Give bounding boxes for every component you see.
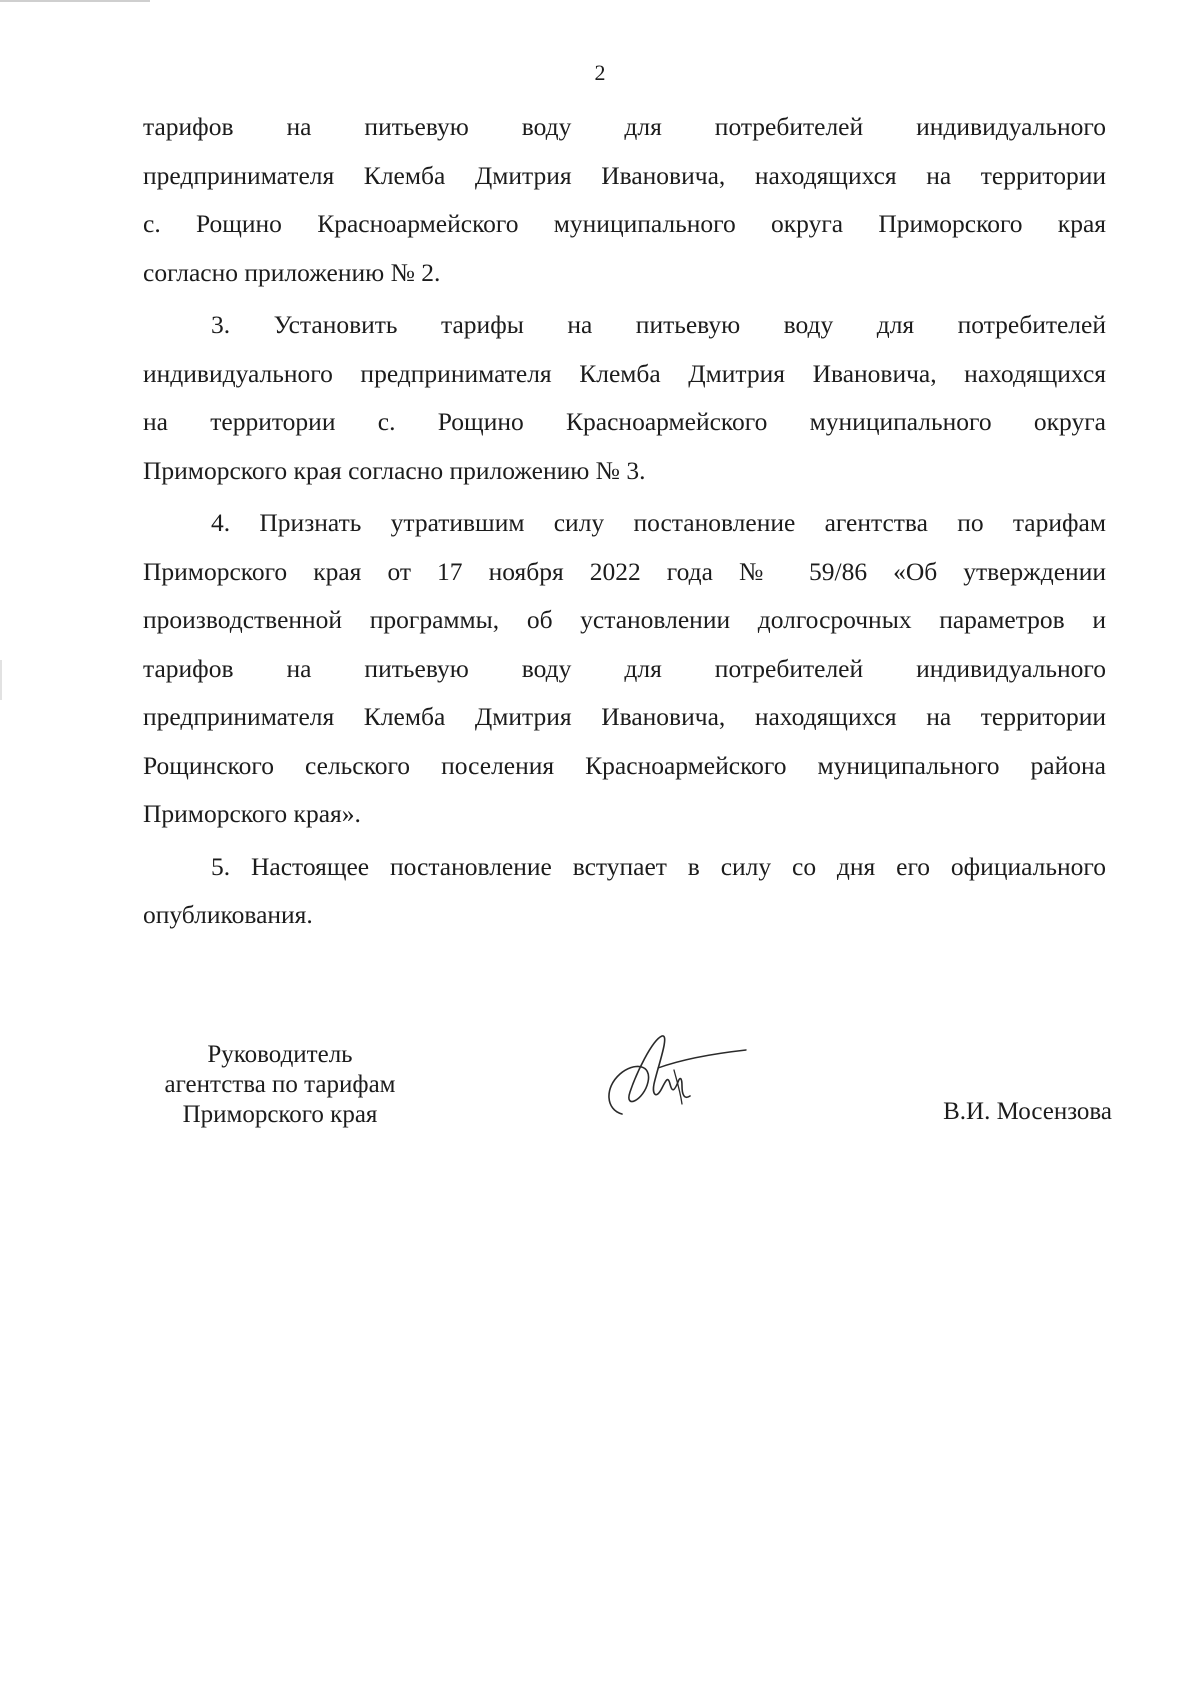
- document-body: [143, 103, 1106, 940]
- text-line: тарифов на питьевую воду для потребителей индивидуального: [143, 653, 1106, 683]
- paragraph-item-4: [143, 499, 1106, 839]
- text-line: с. Рощино Красноармейского муниципального округа Приморского края: [143, 209, 1106, 238]
- text-line: Приморского края».: [143, 799, 361, 828]
- text-line: 3. Установить тарифы на питьевую воду для потребителей: [211, 310, 1106, 339]
- paragraph-item-3: [143, 301, 1106, 495]
- text-line: Приморского края согласно приложению № 3.: [143, 455, 646, 485]
- text-line: на территории с. Рощино Красноармейского муниципального округа: [143, 407, 1106, 436]
- paragraph-item-5: [143, 843, 1106, 940]
- text-line: 5. Настоящее постановление вступает в силу со дня его официального: [211, 851, 1106, 881]
- scan-edge-mark: [0, 660, 2, 700]
- text-line: 4. Признать утратившим силу постановление агентства по тарифам: [211, 508, 1106, 537]
- scan-edge-mark: [0, 0, 150, 2]
- text-line: Приморского края от 17 ноября 2022 года № 59/86 «Об утверждении: [143, 556, 1106, 586]
- text-line: опубликования.: [143, 900, 313, 929]
- text-line: индивидуального предпринимателя Клемба Дмитрия Ивановича, находящихся: [143, 358, 1106, 388]
- signatory-position: [140, 1040, 420, 1130]
- text-line: производственной программы, об установлении долгосрочных параметров и: [143, 605, 1106, 634]
- text-line: тарифов на питьевую воду для потребителей индивидуального: [143, 112, 1106, 141]
- text-line: предпринимателя Клемба Дмитрия Ивановича, находящихся на территории: [143, 702, 1106, 731]
- text-line: согласно приложению № 2.: [143, 257, 441, 287]
- page-number: 2: [594, 60, 606, 85]
- signatory-name: В.И. Мосензова: [943, 1098, 1112, 1125]
- handwritten-signature-icon: [600, 1030, 750, 1125]
- paragraph-continuation: [143, 103, 1106, 297]
- text-line: Рощинского сельского поселения Красноармейского муниципального района: [143, 750, 1106, 780]
- signatory-position-line: агентства по тарифам: [164, 1071, 396, 1098]
- signatory-position-line: Руководитель: [207, 1041, 353, 1068]
- text-line: предпринимателя Клемба Дмитрия Ивановича, находящихся на территории: [143, 160, 1106, 190]
- signatory-position-line: Приморского края: [182, 1101, 378, 1128]
